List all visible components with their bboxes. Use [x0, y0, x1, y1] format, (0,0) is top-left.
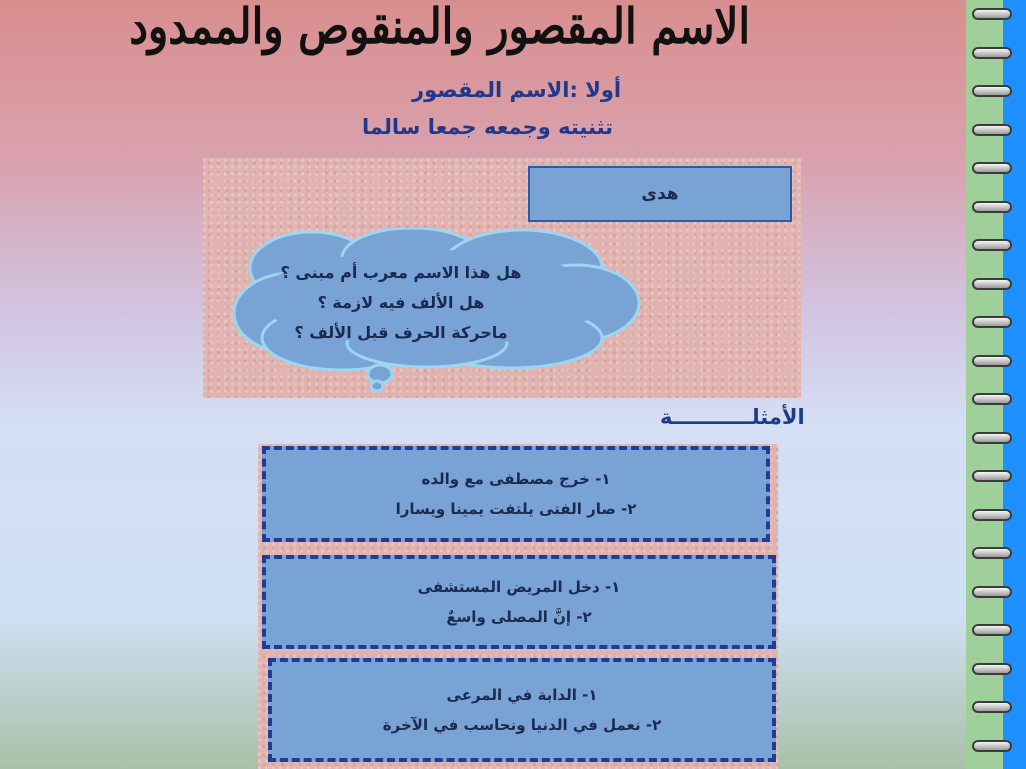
spiral-ring — [972, 509, 1012, 521]
section-heading: أولا :الاسم المقصور — [412, 78, 622, 102]
spiral-ring — [972, 663, 1012, 675]
notebook-spiral-binding — [966, 0, 1026, 769]
page-title: الاسم المقصور والمنقوص والممدود — [129, 0, 750, 55]
example-group-box — [262, 446, 770, 542]
spiral-ring — [972, 586, 1012, 598]
cloud-questions — [268, 258, 534, 348]
example-line: ١- خرج مصطفى مع والده — [421, 470, 611, 488]
example-word: هدى — [641, 184, 679, 204]
spiral-ring — [972, 393, 1012, 405]
example-line: ٢- إنَّ المصلى واسعٌ — [446, 608, 592, 626]
example-group-box — [268, 658, 776, 762]
cloud-question: ماحركة الحرف قبل الألف ؟ — [294, 323, 508, 342]
spiral-ring — [972, 470, 1012, 482]
spiral-ring — [972, 278, 1012, 290]
spiral-ring — [972, 8, 1012, 20]
cloud-question: هل الألف فيه لازمة ؟ — [317, 293, 485, 312]
section-subheading: تثنيته وجمعه جمعا سالما — [362, 115, 614, 139]
spiral-ring — [972, 85, 1012, 97]
examples-heading: الأمثلـــــــــــة — [660, 405, 805, 429]
cloud-question: هل هذا الاسم معرب أم مبنى ؟ — [280, 263, 522, 282]
spiral-ring — [972, 701, 1012, 713]
spiral-ring — [972, 162, 1012, 174]
example-line: ١- الدابة في المرعى — [446, 686, 598, 704]
example-line: ١- دخل المريض المستشفى — [417, 578, 621, 596]
spiral-ring — [972, 547, 1012, 559]
spiral-ring — [972, 316, 1012, 328]
example-group-box — [262, 555, 776, 649]
spiral-ring — [972, 740, 1012, 752]
example-line: ٢- صار الفتى يلتفت يمينا ويسارا — [395, 500, 637, 518]
example-line: ٢- نعمل في الدنيا ونحاسب في الآخرة — [382, 716, 662, 734]
spiral-ring — [972, 201, 1012, 213]
spiral-ring — [972, 355, 1012, 367]
spiral-ring — [972, 239, 1012, 251]
spiral-ring — [972, 47, 1012, 59]
example-word-box — [528, 166, 792, 222]
spiral-ring — [972, 432, 1012, 444]
spiral-ring — [972, 124, 1012, 136]
spiral-ring — [972, 624, 1012, 636]
